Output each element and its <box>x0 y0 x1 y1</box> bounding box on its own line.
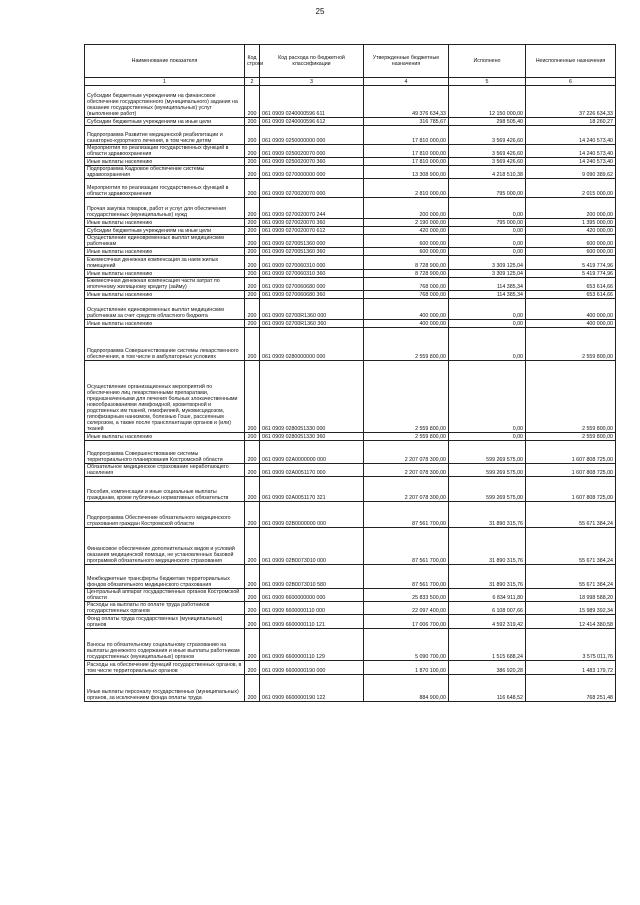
row-executed: 0,00 <box>449 227 526 235</box>
row-line-code: 200 <box>245 433 260 441</box>
row-executed: 114 385,34 <box>449 291 526 299</box>
row-approved: 2 207 078 300,00 <box>364 441 449 464</box>
row-budget-code: 061 0909 6600000190 000 <box>260 661 364 675</box>
header-approved: Утвержденные бюджетные назначения <box>364 45 449 78</box>
row-executed: 0,00 <box>449 198 526 219</box>
row-executed: 3 569 426,60 <box>449 126 526 145</box>
row-budget-code: 061 0909 0270020070 360 <box>260 219 364 227</box>
row-executed: 0,00 <box>449 320 526 328</box>
row-name: Иные выплаты персоналу государственных (муниципальных) органов, за исключением фонда оплаты труда <box>85 675 245 702</box>
row-executed: 599 269 575,00 <box>449 477 526 502</box>
row-budget-code: 061 0909 02700R1360 000 <box>260 299 364 320</box>
row-unexecuted: 18 998 588,20 <box>526 589 616 602</box>
row-budget-code: 061 0909 6600000000 000 <box>260 589 364 602</box>
header-name: Наименование показателя <box>85 45 245 78</box>
row-line-code: 200 <box>245 126 260 145</box>
row-executed: 3 309 125,04 <box>449 270 526 278</box>
row-line-code: 200 <box>245 248 260 256</box>
table-row <box>85 270 616 278</box>
row-name: Ежемесячная денежная компенсация части затрат по ипотечному жилищному кредиту (займу) <box>85 278 245 291</box>
table-row <box>85 328 616 361</box>
row-executed: 3 569 426,60 <box>449 145 526 158</box>
row-name: Подпрограмма Совершенствование системы территориального планирования Костромской области <box>85 441 245 464</box>
row-budget-code: 061 0909 02700R1360 360 <box>260 320 364 328</box>
row-approved: 2 559 800,00 <box>364 328 449 361</box>
row-approved: 200 000,00 <box>364 198 449 219</box>
row-approved: 25 833 500,00 <box>364 589 449 602</box>
row-approved: 2 559 800,00 <box>364 433 449 441</box>
header-unexecuted: Неисполненные назначения <box>526 45 616 78</box>
table-row <box>85 528 616 565</box>
column-number: 6 <box>526 78 616 86</box>
row-approved: 400 000,00 <box>364 299 449 320</box>
table-row <box>85 291 616 299</box>
row-approved: 600 000,00 <box>364 248 449 256</box>
row-line-code: 200 <box>245 589 260 602</box>
table-row <box>85 126 616 145</box>
row-name: Фонд оплаты труда государственных (муниципальных) органов <box>85 615 245 629</box>
row-name: Осуществление единовременных выплат медицинским работникам <box>85 235 245 248</box>
row-line-code: 200 <box>245 158 260 166</box>
row-line-code: 200 <box>245 477 260 502</box>
row-executed: 795 000,00 <box>449 219 526 227</box>
table-row <box>85 198 616 219</box>
row-unexecuted: 2 559 800,00 <box>526 361 616 433</box>
table-row <box>85 565 616 589</box>
row-unexecuted: 600 000,00 <box>526 235 616 248</box>
row-unexecuted: 1 395 000,00 <box>526 219 616 227</box>
column-number: 1 <box>85 78 245 86</box>
row-budget-code: 061 0909 6600000190 122 <box>260 675 364 702</box>
budget-execution-table <box>84 44 616 702</box>
row-unexecuted: 653 614,66 <box>526 278 616 291</box>
column-number: 5 <box>449 78 526 86</box>
row-unexecuted: 653 614,66 <box>526 291 616 299</box>
header-budget-code: Код расхода по бюджетной классификации <box>260 45 364 78</box>
row-executed: 31 890 315,76 <box>449 502 526 528</box>
row-approved: 600 000,00 <box>364 235 449 248</box>
row-unexecuted: 2 015 000,00 <box>526 179 616 198</box>
row-name: Финансовое обеспечение дополнительных видов и условий оказания медицинской помощи, не установленных базовой программой обязательного медицинского страхования <box>85 528 245 565</box>
row-line-code: 200 <box>245 166 260 179</box>
table-row <box>85 158 616 166</box>
row-name: Осуществление организационных мероприятий по обеспечению лиц лекарственными препаратами, предназначенными для лечения больных злокачественными новообразованиями лимфоидной, кроветворной и родственных им тканей, гемофилией, муковисцидозом, гипофизарным нанизмом, болезнью Гоше, рассеянным склерозом, а также после трансплантации органов и (или) тканей <box>85 361 245 433</box>
row-name: Иные выплаты населению <box>85 248 245 256</box>
row-name: Прочая закупка товаров, работ и услуг для обеспечения государственных (муниципальных) нужд <box>85 198 245 219</box>
row-approved: 2 810 000,00 <box>364 179 449 198</box>
column-number-row <box>85 78 616 86</box>
row-executed: 0,00 <box>449 248 526 256</box>
row-approved: 22 097 400,00 <box>364 602 449 615</box>
row-approved: 884 900,00 <box>364 675 449 702</box>
row-unexecuted: 2 559 800,00 <box>526 433 616 441</box>
row-executed: 0,00 <box>449 433 526 441</box>
row-name: Расходы на обеспечение функций государственных органов, в том числе территориальных органов <box>85 661 245 675</box>
row-budget-code: 061 0909 0270000000 000 <box>260 166 364 179</box>
table-row <box>85 433 616 441</box>
table-row <box>85 145 616 158</box>
table-row <box>85 477 616 502</box>
row-unexecuted: 1 607 808 725,00 <box>526 441 616 464</box>
row-line-code: 200 <box>245 278 260 291</box>
table-row <box>85 227 616 235</box>
row-approved: 13 308 900,00 <box>364 166 449 179</box>
table-row <box>85 320 616 328</box>
row-name: Иные выплаты населению <box>85 158 245 166</box>
row-unexecuted: 3 575 011,76 <box>526 629 616 661</box>
row-name: Подпрограмма Кадровое обеспечение системы здравоохранения <box>85 166 245 179</box>
row-executed: 1 515 688,24 <box>449 629 526 661</box>
row-approved: 49 376 634,33 <box>364 86 449 118</box>
row-budget-code: 061 0909 02B0073010 000 <box>260 528 364 565</box>
row-approved: 768 000,00 <box>364 291 449 299</box>
row-executed: 116 648,52 <box>449 675 526 702</box>
header-executed: Исполнено <box>449 45 526 78</box>
row-unexecuted: 1 607 808 725,00 <box>526 477 616 502</box>
row-approved: 8 728 900,00 <box>364 256 449 270</box>
row-line-code: 200 <box>245 86 260 118</box>
table-row <box>85 248 616 256</box>
row-approved: 5 090 700,00 <box>364 629 449 661</box>
row-executed: 4 218 510,38 <box>449 166 526 179</box>
row-name: Обязательное медицинское страхование неработающего населения <box>85 464 245 477</box>
row-line-code: 200 <box>245 179 260 198</box>
row-executed: 12 150 000,00 <box>449 86 526 118</box>
row-approved: 87 561 700,00 <box>364 528 449 565</box>
row-executed: 386 920,28 <box>449 661 526 675</box>
row-approved: 17 810 000,00 <box>364 158 449 166</box>
row-executed: 298 505,40 <box>449 118 526 126</box>
row-name: Центральный аппарат государственных органов Костромской области <box>85 589 245 602</box>
row-line-code: 200 <box>245 361 260 433</box>
row-unexecuted: 5 419 774,96 <box>526 256 616 270</box>
row-line-code: 200 <box>245 299 260 320</box>
row-name: Иные выплаты населению <box>85 270 245 278</box>
row-unexecuted: 1 483 179,72 <box>526 661 616 675</box>
row-line-code: 200 <box>245 320 260 328</box>
row-name: Межбюджетные трансферты бюджетам территориальных фондов обязательного медицинского страхования <box>85 565 245 589</box>
row-approved: 8 728 900,00 <box>364 270 449 278</box>
row-line-code: 200 <box>245 464 260 477</box>
row-name: Иные выплаты населению <box>85 320 245 328</box>
row-budget-code: 061 0909 0270051360 360 <box>260 248 364 256</box>
row-line-code: 200 <box>245 145 260 158</box>
row-unexecuted: 200 000,00 <box>526 198 616 219</box>
row-budget-code: 061 0909 0270051360 000 <box>260 235 364 248</box>
row-line-code: 200 <box>245 565 260 589</box>
row-unexecuted: 12 414 380,58 <box>526 615 616 629</box>
row-budget-code: 061 0909 02A0051170 321 <box>260 477 364 502</box>
row-budget-code: 061 0909 02B0073010 580 <box>260 565 364 589</box>
row-approved: 2 207 078 300,00 <box>364 464 449 477</box>
row-budget-code: 061 0909 0240000596 612 <box>260 118 364 126</box>
row-budget-code: 061 0909 0270020070 612 <box>260 227 364 235</box>
row-budget-code: 061 0909 0250020070 360 <box>260 158 364 166</box>
row-line-code: 200 <box>245 256 260 270</box>
row-line-code: 200 <box>245 502 260 528</box>
row-line-code: 200 <box>245 661 260 675</box>
row-approved: 87 561 700,00 <box>364 502 449 528</box>
row-unexecuted: 2 559 800,00 <box>526 328 616 361</box>
row-budget-code: 061 0909 0270060310 360 <box>260 270 364 278</box>
table-row <box>85 464 616 477</box>
column-number: 2 <box>245 78 260 86</box>
row-budget-code: 061 0909 0240000596 611 <box>260 86 364 118</box>
table-body <box>85 86 616 702</box>
table-row <box>85 615 616 629</box>
row-unexecuted: 55 671 384,24 <box>526 565 616 589</box>
table-row <box>85 629 616 661</box>
row-executed: 0,00 <box>449 299 526 320</box>
table-row <box>85 661 616 675</box>
row-unexecuted: 5 419 774,96 <box>526 270 616 278</box>
column-number: 3 <box>260 78 364 86</box>
row-executed: 0,00 <box>449 235 526 248</box>
row-budget-code: 061 0909 0270020070 244 <box>260 198 364 219</box>
row-line-code: 200 <box>245 118 260 126</box>
row-name: Подпрограмма Совершенствование системы лекарственного обеспечения, в том числе в амбулаторных условиях <box>85 328 245 361</box>
row-unexecuted: 400 000,00 <box>526 320 616 328</box>
table-header-row <box>85 45 616 78</box>
row-executed: 0,00 <box>449 328 526 361</box>
row-budget-code: 061 0909 0250000000 000 <box>260 126 364 145</box>
row-approved: 17 006 700,00 <box>364 615 449 629</box>
row-name: Мероприятия по реализации государственных функций в области здравоохранения <box>85 179 245 198</box>
row-name: Подпрограмма Развитие медицинской реабилитации и санаторно-курортного лечения, в том числе детям <box>85 126 245 145</box>
row-approved: 1 870 100,00 <box>364 661 449 675</box>
row-line-code: 200 <box>245 675 260 702</box>
table-row <box>85 441 616 464</box>
table-row <box>85 361 616 433</box>
table-row <box>85 278 616 291</box>
row-budget-code: 061 0909 0280051330 000 <box>260 361 364 433</box>
row-executed: 6 108 007,66 <box>449 602 526 615</box>
row-unexecuted: 420 000,00 <box>526 227 616 235</box>
row-unexecuted: 55 671 384,24 <box>526 502 616 528</box>
row-unexecuted: 14 240 573,40 <box>526 158 616 166</box>
row-line-code: 200 <box>245 198 260 219</box>
row-name: Взносы по обязательному социальному страхованию на выплаты денежного содержания и иные выплаты работникам государственных (муниципальных) органов <box>85 629 245 661</box>
row-approved: 2 207 078 300,00 <box>364 477 449 502</box>
row-executed: 31 890 315,76 <box>449 565 526 589</box>
row-executed: 3 569 426,60 <box>449 158 526 166</box>
row-name: Иные выплаты населению <box>85 291 245 299</box>
row-name: Субсидии бюджетным учреждениям на иные цели <box>85 118 245 126</box>
row-name: Субсидии бюджетным учреждениям на финансовое обеспечение государственного (муниципального) задания на оказание государственных (муниципальных) услуг (выполнение работ) <box>85 86 245 118</box>
row-line-code: 200 <box>245 291 260 299</box>
table-row <box>85 675 616 702</box>
row-executed: 3 309 125,04 <box>449 256 526 270</box>
table-row <box>85 179 616 198</box>
table-row <box>85 502 616 528</box>
table-row <box>85 589 616 602</box>
row-approved: 2 559 800,00 <box>364 361 449 433</box>
row-name: Субсидии бюджетным учреждениям на иные цели <box>85 227 245 235</box>
table-row <box>85 256 616 270</box>
row-approved: 400 000,00 <box>364 320 449 328</box>
row-name: Подпрограмма Обеспечение обязательного медицинского страхования граждан Костромской области <box>85 502 245 528</box>
row-approved: 2 190 000,00 <box>364 219 449 227</box>
row-line-code: 200 <box>245 227 260 235</box>
row-name: Мероприятия по реализации государственных функций в области здравоохранения <box>85 145 245 158</box>
row-approved: 316 785,67 <box>364 118 449 126</box>
row-line-code: 200 <box>245 219 260 227</box>
row-unexecuted: 600 000,00 <box>526 248 616 256</box>
row-budget-code: 061 0909 0250020070 000 <box>260 145 364 158</box>
table-row <box>85 219 616 227</box>
table-row <box>85 235 616 248</box>
row-budget-code: 061 0909 0280051330 360 <box>260 433 364 441</box>
row-budget-code: 061 0909 02A0051170 000 <box>260 464 364 477</box>
row-executed: 599 269 575,00 <box>449 464 526 477</box>
row-unexecuted: 55 671 384,24 <box>526 528 616 565</box>
row-name: Пособия, компенсации и иные социальные выплаты гражданам, кроме публичных нормативных обязательств <box>85 477 245 502</box>
row-budget-code: 061 0909 0270060310 000 <box>260 256 364 270</box>
row-executed: 599 269 575,00 <box>449 441 526 464</box>
row-line-code: 200 <box>245 629 260 661</box>
row-budget-code: 061 0909 6600000110 129 <box>260 629 364 661</box>
column-number: 4 <box>364 78 449 86</box>
row-budget-code: 061 0909 6600000110 121 <box>260 615 364 629</box>
table-row <box>85 86 616 118</box>
row-budget-code: 061 0909 0270060680 360 <box>260 291 364 299</box>
row-unexecuted: 1 607 808 725,00 <box>526 464 616 477</box>
row-unexecuted: 15 989 392,34 <box>526 602 616 615</box>
row-line-code: 200 <box>245 328 260 361</box>
row-unexecuted: 768 251,48 <box>526 675 616 702</box>
row-name: Ежемесячная денежная компенсация за наем жилых помещений <box>85 256 245 270</box>
row-budget-code: 061 0909 02B0000000 000 <box>260 502 364 528</box>
row-budget-code: 061 0909 0270020070 000 <box>260 179 364 198</box>
row-line-code: 200 <box>245 602 260 615</box>
page-number: 25 <box>315 7 325 16</box>
row-line-code: 200 <box>245 615 260 629</box>
row-executed: 114 385,34 <box>449 278 526 291</box>
table-row <box>85 118 616 126</box>
row-line-code: 200 <box>245 441 260 464</box>
row-name: Иные выплаты населению <box>85 219 245 227</box>
row-executed: 795 000,00 <box>449 179 526 198</box>
row-unexecuted: 400 000,00 <box>526 299 616 320</box>
header-line-code: Код строки <box>245 45 260 78</box>
table-row <box>85 299 616 320</box>
row-executed: 4 592 319,42 <box>449 615 526 629</box>
row-name: Иные выплаты населению <box>85 433 245 441</box>
table-row <box>85 602 616 615</box>
row-unexecuted: 14 240 573,40 <box>526 145 616 158</box>
row-name: Расходы на выплаты по оплате труда работников государственных органов <box>85 602 245 615</box>
row-executed: 6 834 911,80 <box>449 589 526 602</box>
row-approved: 17 810 000,00 <box>364 126 449 145</box>
row-approved: 420 000,00 <box>364 227 449 235</box>
row-budget-code: 061 0909 0280000000 000 <box>260 328 364 361</box>
row-budget-code: 061 0909 0270060680 000 <box>260 278 364 291</box>
row-approved: 87 561 700,00 <box>364 565 449 589</box>
row-unexecuted: 18 260,27 <box>526 118 616 126</box>
table-row <box>85 166 616 179</box>
row-line-code: 200 <box>245 270 260 278</box>
row-unexecuted: 37 226 634,33 <box>526 86 616 118</box>
row-executed: 31 890 315,76 <box>449 528 526 565</box>
row-unexecuted: 9 090 389,62 <box>526 166 616 179</box>
row-approved: 768 000,00 <box>364 278 449 291</box>
row-name: Осуществление единовременных выплат медицинским работникам за счет средств областного бюджета <box>85 299 245 320</box>
row-budget-code: 061 0909 02A0000000 000 <box>260 441 364 464</box>
row-executed: 0,00 <box>449 361 526 433</box>
row-unexecuted: 14 240 573,40 <box>526 126 616 145</box>
row-line-code: 200 <box>245 528 260 565</box>
row-budget-code: 061 0909 6600000110 000 <box>260 602 364 615</box>
row-line-code: 200 <box>245 235 260 248</box>
row-approved: 17 810 000,00 <box>364 145 449 158</box>
